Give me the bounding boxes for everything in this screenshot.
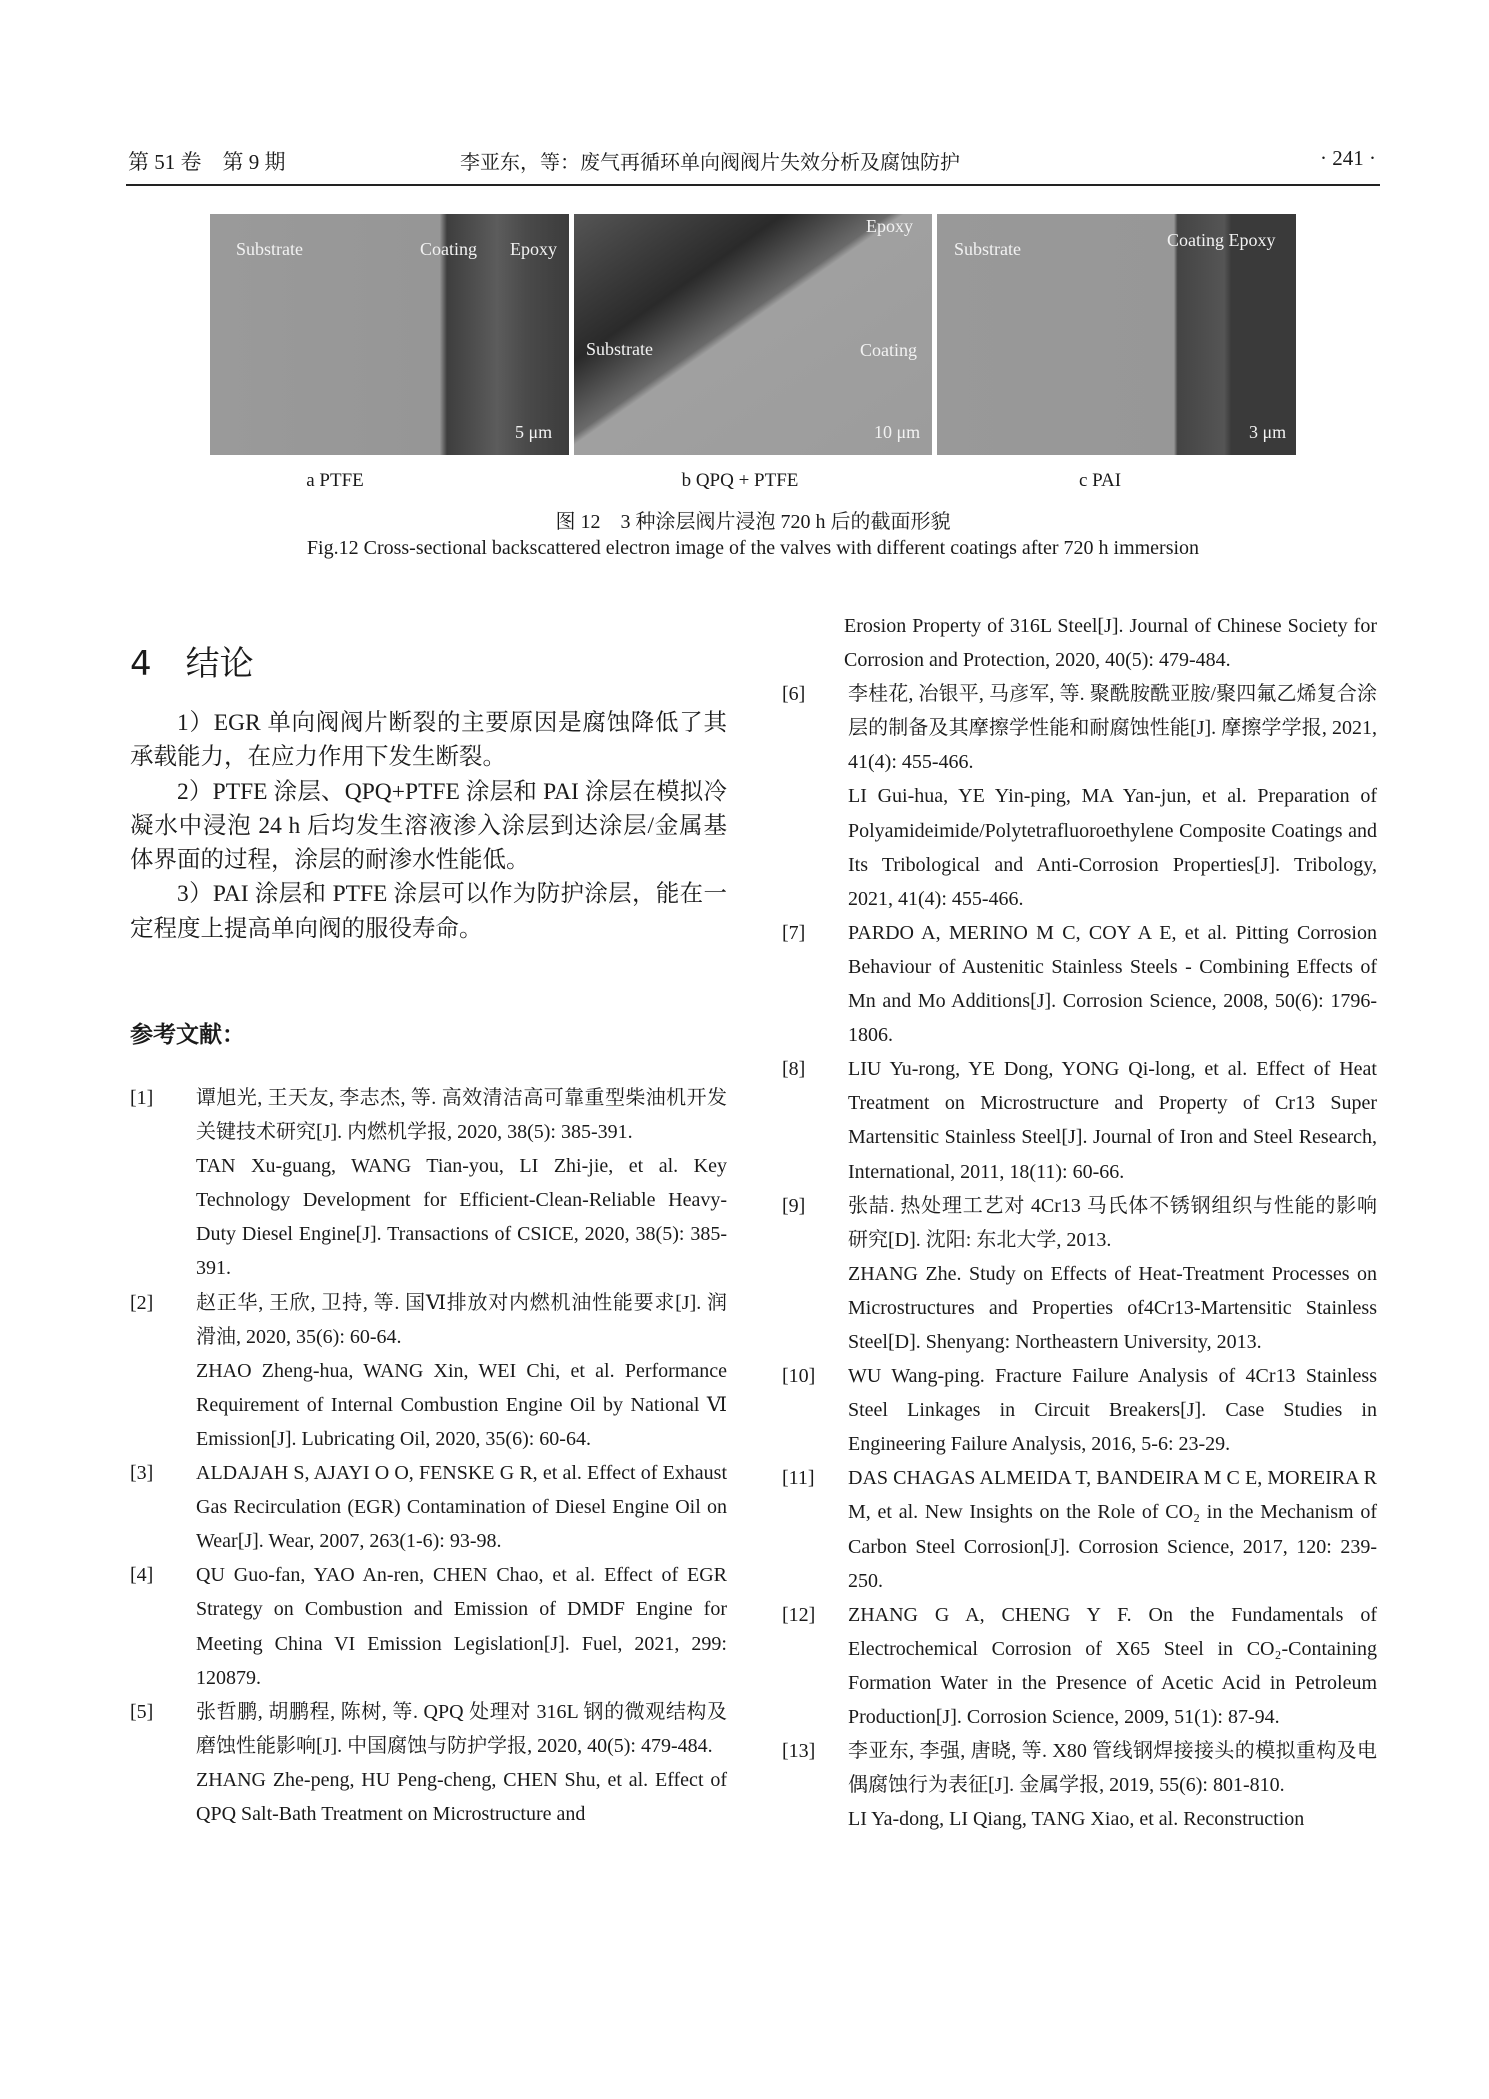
scale-bar: 3 μm	[1249, 422, 1287, 442]
reference-text: ZHANG Zhe-peng, HU Peng-cheng, CHEN Shu, et al. Effect of QPQ Salt-Bath Treatment on Microstructure and	[196, 1768, 727, 1825]
reference-text: 赵正华, 王欣, 卫持, 等. 国Ⅵ排放对内燃机油性能要求[J]. 润滑油, 2020, 35(6): 60-64.	[196, 1291, 727, 1348]
reference-text: LI Gui-hua, YE Yin-ping, MA Yan-jun, et al. Preparation of Polyamideimide/Polytetrafluoroethylene Composite Coatings and Its Tribological and Anti-Corrosion Properties[J]. Tribology, 2021, 41(4): 455-466.	[848, 785, 1377, 910]
scale-bar: 5 μm	[515, 422, 553, 442]
reference-text: QU Guo-fan, YAO An-ren, CHEN Chao, et al. Effect of EGR Strategy on Combustion and Emission of DMDF Engine for Meeting China VI Emission Legislation[J]. Fuel, 2021, 299: 120879.	[196, 1564, 727, 1689]
reference-number: [4]	[130, 1564, 154, 1587]
reference-number: [6]	[782, 683, 806, 706]
conclusion-3: 3）PAI 涂层和 PTFE 涂层可以作为防护涂层，能在一定程度上提高单向阀的服役寿命。	[130, 881, 727, 942]
reference-item	[130, 1695, 727, 1831]
journal-volume: 第 51 卷 第 9 期	[128, 150, 286, 174]
sem-image-ptfe	[210, 214, 569, 455]
image-label: Coating	[860, 340, 917, 360]
conclusion-2: 2）PTFE 涂层、QPQ+PTFE 涂层和 PAI 涂层在模拟冷凝水中浸泡 24 h 后均发生溶液渗入涂层到达涂层/金属基体界面的过程，涂层的耐渗水性能低。	[130, 778, 727, 874]
reference-number: [3]	[130, 1462, 154, 1485]
reference-item	[130, 1081, 727, 1286]
image-label: Epoxy	[866, 216, 913, 236]
reference-number: [2]	[130, 1291, 154, 1314]
conclusion-1: 1）EGR 单向阀阀片断裂的主要原因是腐蚀降低了其承载能力，在应力作用下发生断裂。	[130, 710, 727, 771]
running-title: 李亚东，等：废气再循环单向阀阀片失效分析及腐蚀防护	[460, 150, 960, 174]
header-rule	[126, 184, 1380, 186]
reference-text: TAN Xu-guang, WANG Tian-you, LI Zhi-jie, et al. Key Technology Development for Efficient-Clean-Reliable Heavy-Duty Diesel Engine[J]. Transactions of CSICE, 2020, 38(5): 385-391.	[196, 1155, 727, 1280]
image-label: Epoxy	[510, 239, 557, 259]
reference-number: [8]	[782, 1058, 806, 1081]
reference-item	[130, 1286, 727, 1456]
reference-item	[130, 1456, 727, 1558]
image-label: Substrate	[954, 239, 1021, 259]
reference-text: 李桂花, 冶银平, 马彦军, 等. 聚酰胺酰亚胺/聚四氟乙烯复合涂层的制备及其摩擦学性能和耐腐蚀性能[J]. 摩擦学学报, 2021, 41(4): 455-466.	[848, 683, 1377, 774]
reference-text: ALDAJAH S, AJAYI O O, FENSKE G R, et al. Effect of Exhaust Gas Recirculation (EGR) Contamination of Diesel Engine Oil on Wear[J]. Wear, 2007, 263(1-6): 93-98.	[196, 1462, 727, 1553]
page-number: · 241 ·	[1320, 146, 1376, 170]
subfig-caption-c: c PAI	[1078, 470, 1122, 491]
subfig-caption-b: b QPQ + PTFE	[681, 470, 799, 491]
reference-item	[782, 677, 1377, 916]
reference-number: [13]	[782, 1740, 816, 1763]
reference-text: LI Ya-dong, LI Qiang, TANG Xiao, et al. Reconstruction	[848, 1808, 1305, 1831]
subfig-caption-a: a PTFE	[306, 470, 364, 491]
reference-text: DAS CHAGAS ALMEIDA T, BANDEIRA M C E, MOREIRA R M, et al. New Insights on the Role of CO₂ in the Mechanism of Carbon Steel Corrosion[J]. Corrosion Science, 2017, 120: 239-250.	[848, 1467, 1377, 1592]
reference-text: WU Wang-ping. Fracture Failure Analysis of 4Cr13 Stainless Steel Linkages in Circuit Breakers[J]. Case Studies in Engineering Failure Analysis, 2016, 5-6: 23-29.	[848, 1365, 1377, 1456]
reference-number: [12]	[782, 1603, 816, 1626]
reference-item	[782, 1189, 1377, 1359]
reference-continuation: Erosion Property of 316L Steel[J]. Journal of Chinese Society for Corrosion and Protection, 2020, 40(5): 479-484.	[844, 615, 1377, 672]
figure-caption-cn: 图 12 3 种涂层阀片浸泡 720 h 后的截面形貌	[555, 511, 951, 533]
references-right-column	[782, 609, 1377, 1836]
sem-image-pai	[937, 214, 1296, 455]
image-label: Coating Epoxy	[1167, 230, 1276, 250]
reference-text: LIU Yu-rong, YE Dong, YONG Qi-long, et al. Effect of Heat Treatment on Microstructure and Property of Cr13 Super Martensitic Stainless Steel[J]. Journal of Iron and Steel Research, International, 2011, 18(11): 60-66.	[848, 1058, 1377, 1183]
reference-number: [1]	[130, 1087, 154, 1109]
image-label: Coating	[420, 239, 477, 259]
reference-number: [10]	[782, 1365, 816, 1388]
sem-image-qpq-ptfe	[574, 214, 932, 455]
reference-text: 谭旭光, 王天友, 李志杰, 等. 高效清洁高可靠重型柴油机开发关键技术研究[J]. 内燃机学报, 2020, 38(5): 385-391.	[196, 1087, 727, 1144]
reference-text: 李亚东, 李强, 唐晓, 等. X80 管线钢焊接接头的模拟重构及电偶腐蚀行为表征[J]. 金属学报, 2019, 55(6): 801-810.	[848, 1740, 1377, 1797]
reference-text: ZHANG Zhe. Study on Effects of Heat-Treatment Processes on Microstructures and Properties of4Cr13-Martensitic Stainless Steel[D]. Shenyang: Northeastern University, 2013.	[848, 1262, 1377, 1353]
reference-number: [7]	[782, 921, 806, 944]
section-heading: 4 结论	[130, 644, 254, 684]
reference-number: [9]	[782, 1194, 806, 1217]
reference-number: [5]	[130, 1700, 154, 1723]
reference-text: PARDO A, MERINO M C, COY A E, et al. Pitting Corrosion Behaviour of Austenitic Stainless Steels - Combining Effects of Mn and Mo Additions[J]. Corrosion Science, 2008, 50(6): 1796-1806.	[848, 921, 1377, 1047]
reference-item	[782, 1359, 1377, 1461]
references-left-column	[130, 1081, 727, 1831]
image-label: Substrate	[586, 339, 653, 359]
reference-item	[130, 1558, 727, 1694]
scale-bar: 10 μm	[874, 422, 921, 442]
reference-text: ZHANG G A, CHENG Y F. On the Fundamentals of Electrochemical Corrosion of X65 Steel in CO₂-Containing Formation Water in the Presence of Acetic Acid in Petroleum Production[J]. Corrosion Science, 2009, 51(1): 87-94.	[848, 1603, 1377, 1728]
reference-text: ZHAO Zheng-hua, WANG Xin, WEI Chi, et al. Performance Requirement of Internal Combustion Engine Oil by National Ⅵ Emission[J]. Lubricating Oil, 2020, 35(6): 60-64.	[196, 1359, 727, 1450]
conclusions	[130, 706, 727, 946]
reference-text: 张喆. 热处理工艺对 4Cr13 马氏体不锈钢组织与性能的影响研究[D]. 沈阳: 东北大学, 2013.	[848, 1194, 1377, 1251]
reference-text: 张哲鹏, 胡鹏程, 陈树, 等. QPQ 处理对 316L 钢的微观结构及磨蚀性能影响[J]. 中国腐蚀与防护学报, 2020, 40(5): 479-484.	[196, 1700, 727, 1757]
references-heading: 参考文献：	[130, 1022, 245, 1048]
image-label: Substrate	[236, 239, 303, 259]
reference-item	[782, 916, 1377, 1052]
reference-item	[782, 1598, 1377, 1734]
reference-item	[782, 1461, 1377, 1597]
reference-number: [11]	[782, 1467, 815, 1490]
figure-caption-en: Fig.12 Cross-sectional backscattered electron image of the valves with different coatings after 720 h immersion	[306, 537, 1200, 559]
reference-item	[782, 1052, 1377, 1188]
reference-item	[782, 1734, 1377, 1836]
